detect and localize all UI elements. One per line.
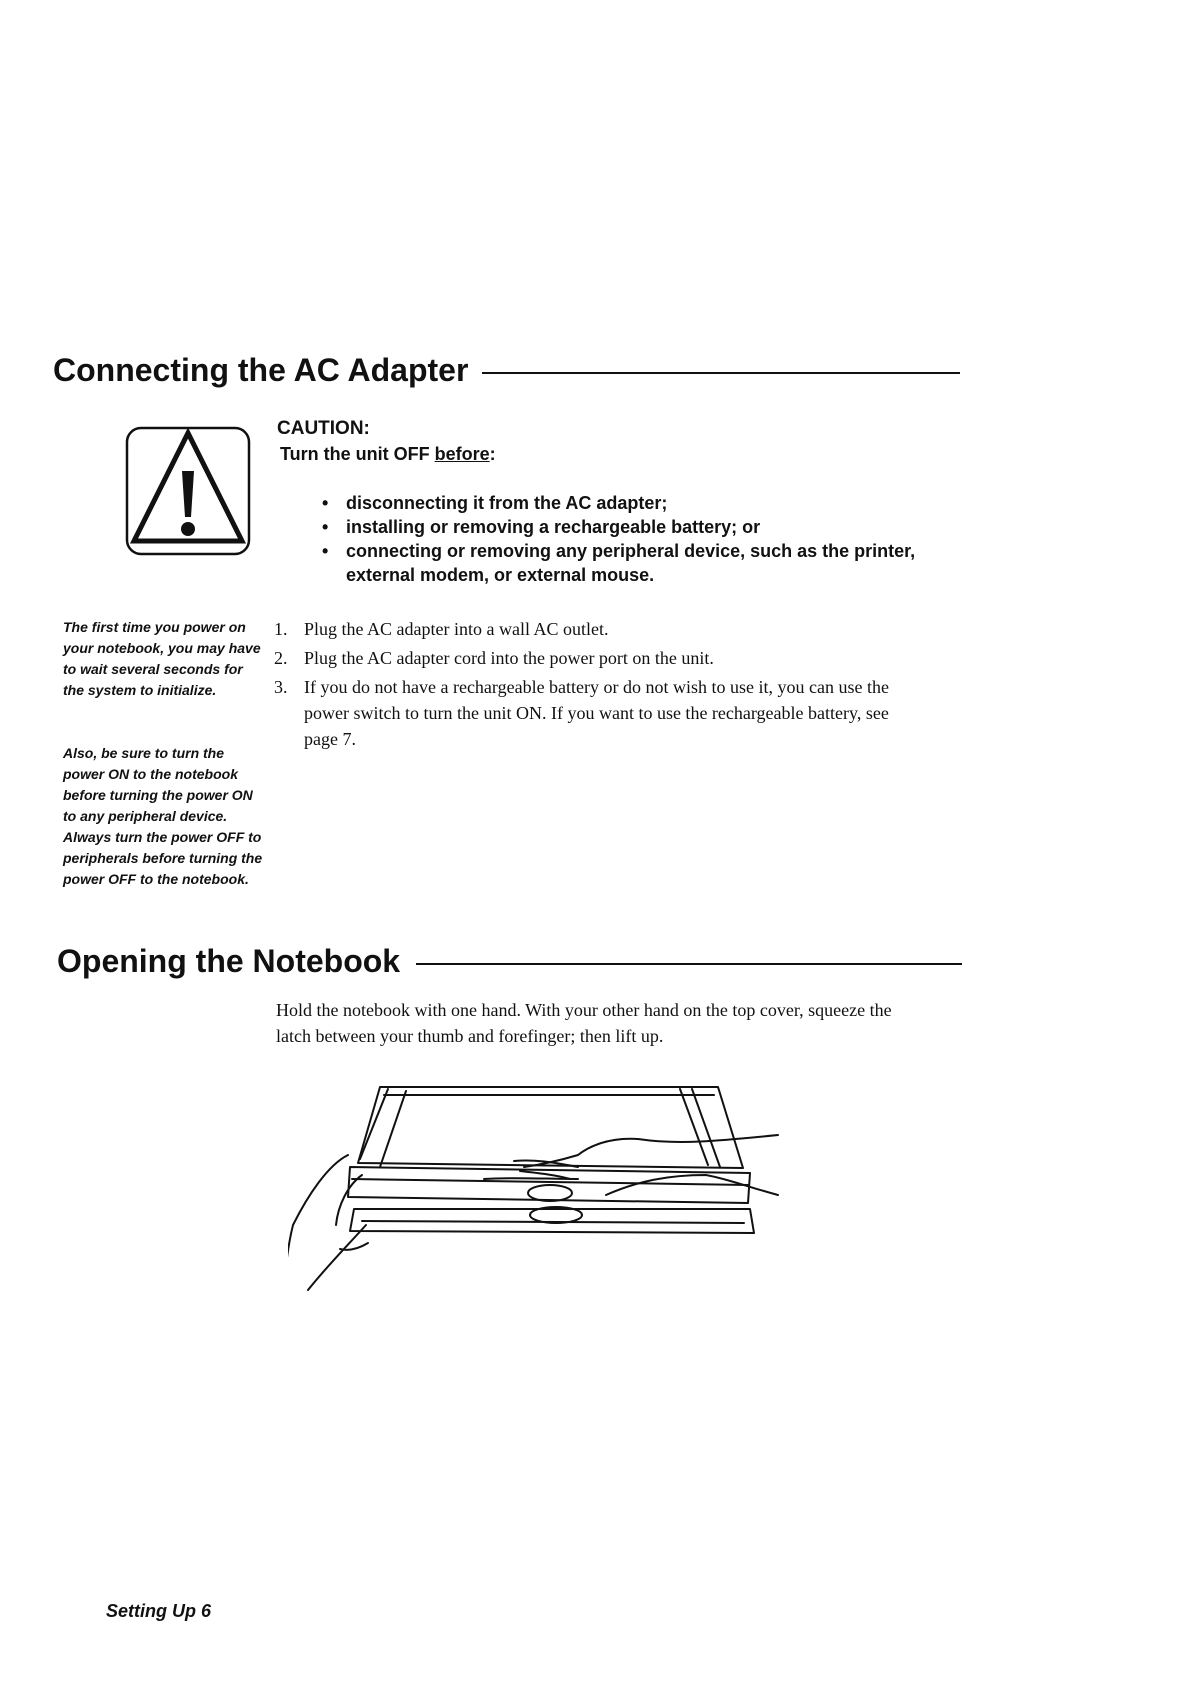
step-item xyxy=(274,645,924,671)
opening-instructions: Hold the notebook with one hand. With your other hand on the top cover, squeeze the latch between your thumb and forefinger; then lift up. xyxy=(276,1000,892,1046)
caution-intro-prefix: Turn the unit OFF xyxy=(280,444,435,464)
step-item xyxy=(274,616,924,642)
caution-bullet: • disconnecting it from the AC adapter; xyxy=(318,491,938,515)
step-number: 3. xyxy=(274,677,288,697)
step-text: Plug the AC adapter into a wall AC outlet. xyxy=(304,619,609,639)
side-note-first-power-on: The first time you power on your notebook, you may have to wait several seconds for the system to initialize. xyxy=(63,619,261,698)
caution-intro-suffix: : xyxy=(489,444,496,464)
page-footer: Setting Up 6 xyxy=(106,1601,212,1621)
heading-rule xyxy=(416,963,962,965)
warning-triangle-icon xyxy=(124,425,252,562)
caution-label: CAUTION: xyxy=(277,418,370,439)
step-text: Plug the AC adapter cord into the power port on the unit. xyxy=(304,648,714,668)
caution-bullet: • connecting or removing any peripheral device, such as the printer, external modem, or external mouse. xyxy=(318,539,938,587)
caution-bullet-list xyxy=(318,491,938,587)
heading-rule xyxy=(482,372,960,374)
caution-intro xyxy=(280,444,496,465)
notebook-opening-illustration xyxy=(288,1075,808,1310)
side-note-power-order: Also, be sure to turn the power ON to the notebook before turning the power ON to any peripheral device. Always turn the power OFF to peripherals before turning the power OFF to the notebook. xyxy=(63,745,263,887)
step-text: If you do not have a rechargeable battery or do not wish to use it, you can use the power switch to turn the unit ON. If you want to use the rechargeable battery, see page 7. xyxy=(304,677,889,749)
caution-intro-emphasis: before xyxy=(434,444,490,464)
section-title-opening-notebook: Opening the Notebook xyxy=(57,943,401,979)
section-title-ac-adapter: Connecting the AC Adapter xyxy=(53,352,469,388)
step-number: 1. xyxy=(274,619,288,639)
step-item xyxy=(274,674,924,752)
caution-bullet: • installing or removing a rechargeable battery; or xyxy=(318,515,938,539)
step-number: 2. xyxy=(274,648,288,668)
setup-steps-list xyxy=(274,616,924,755)
